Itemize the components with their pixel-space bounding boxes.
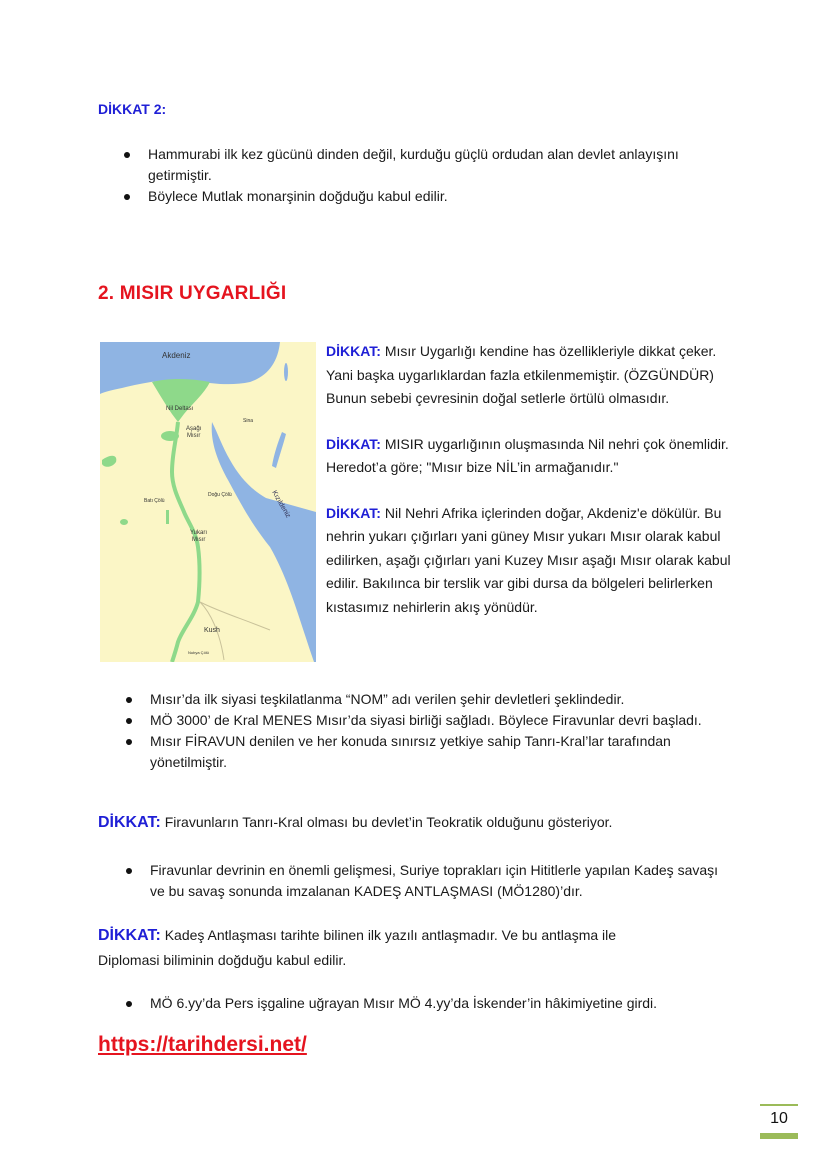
note-theocratic: DİKKAT: Firavunların Tanrı-Kral olması bu devlet’in Teokratik olduğunu gösteriyor. [98, 814, 613, 831]
dikkat-label: DİKKAT: [326, 435, 381, 452]
dikkat-label: DİKKAT: [98, 814, 161, 831]
map-image [100, 342, 316, 662]
map-label-lower-egypt: Aşağı [186, 426, 202, 432]
list-item: Firavunlar devrinin en önemli gelişmesi, Suriye toprakları için Hititlerle yapılan Kadeş savaşı ve bu savaş sonunda imzalanan KADEŞ ANTLAŞMASI (MÖ1280)’dır. [124, 860, 734, 902]
map-label-sinai: Sina [243, 418, 254, 424]
list-item: MÖ 6.yy’da Pers işgaline uğrayan Mısır MÖ 4.yy’da İskender’in hâkimiyetine girdi. [124, 993, 734, 1014]
map-label-akdeniz: Akdeniz [162, 351, 191, 360]
page-number-bottom-bar [760, 1133, 798, 1139]
note-nile-direction: DİKKAT: Nil Nehri Afrika içlerinden doğar, Akdeniz'e dökülür. Bu nehrin yukarı çığırları yani güney Mısır yukarı Mısır olarak kabul edilirken, aşağı çığırları yani Kuzey Mısır aşağı Mısır olarak kabul edilir. Bakılınca bir terslik var gibi dursa da bölgeleri belirlerken kıstasımız nehirlerin akış yönüdür. [326, 504, 731, 615]
dikkat2-list [122, 144, 742, 207]
map-label-east-desert: Doğu Çölü [208, 492, 232, 498]
map-label-lower-egypt-2: Mısır [187, 433, 201, 439]
egypt-facts-list [124, 689, 734, 773]
map-label-delta: Nil Deltası [166, 406, 194, 412]
notes-column [326, 340, 736, 641]
list-item: Böylece Mutlak monarşinin doğduğu kabul edilir. [122, 186, 742, 207]
egypt-map [100, 342, 316, 662]
note-nile-gift: DİKKAT: MISIR uygarlığının oluşmasında Nil nehri çok önemlidir. Heredot’a göre; "Mısır bize NİL’in armağanıdır." [326, 435, 729, 475]
map-label-nubian-desert: Nubya Çölü [188, 650, 209, 655]
map-label-west-desert: Batı Çölü [144, 498, 165, 504]
page-number-top-bar [760, 1104, 798, 1106]
note-uniqueness: DİKKAT: Mısır Uygarlığı kendine has özellikleriyle dikkat çeker. Yani başka uygarlıklardan fazla etkilenmemiştir. (ÖZGÜNDÜR) Bunun sebebi çevresinin doğal setlerle örtülü olmasıdır. [326, 343, 717, 406]
map-label-red-sea: Kızıldeniz [270, 489, 292, 520]
map-label-upper-egypt-2: Mısır [192, 537, 206, 543]
dikkat-label: DİKKAT: [326, 343, 381, 359]
page-number: 10 [770, 1110, 788, 1127]
list-item: Mısır’da ilk siyasi teşkilatlanma “NOM” adı verilen şehir devletleri şeklindedir. [124, 689, 734, 710]
dikkat-label: DİKKAT: [326, 504, 381, 521]
list-item: Mısır FİRAVUN denilen ve her konuda sınırsız yetkiye sahip Tanrı-Kral’lar tarafından yönetilmiştir. [124, 731, 734, 773]
section-title: 2. MISIR UYGARLIĞI [98, 283, 287, 304]
persian-list [124, 993, 734, 1014]
map-label-kush: Kush [204, 627, 220, 634]
map-label-upper-egypt: Yukarı [190, 530, 208, 536]
kades-list [124, 860, 734, 902]
list-item: Hammurabi ilk kez gücünü dinden değil, kurduğu güçlü ordudan alan devlet anlayışını getirmiştir. [122, 144, 742, 186]
note-kades: DİKKAT: Kadeş Antlaşması tarihte bilinen ilk yazılı antlaşmadır. Ve bu antlaşma ile Diplomasi biliminin doğduğu kabul edilir. [98, 927, 617, 968]
site-link[interactable]: https://tarihdersi.net/ [98, 1033, 307, 1056]
dikkat2-heading: DİKKAT 2: [98, 101, 167, 117]
dikkat-label: DİKKAT: [98, 927, 161, 944]
list-item: MÖ 3000’ de Kral MENES Mısır’da siyasi birliği sağladı. Böylece Firavunlar devri başladı. [124, 710, 734, 731]
